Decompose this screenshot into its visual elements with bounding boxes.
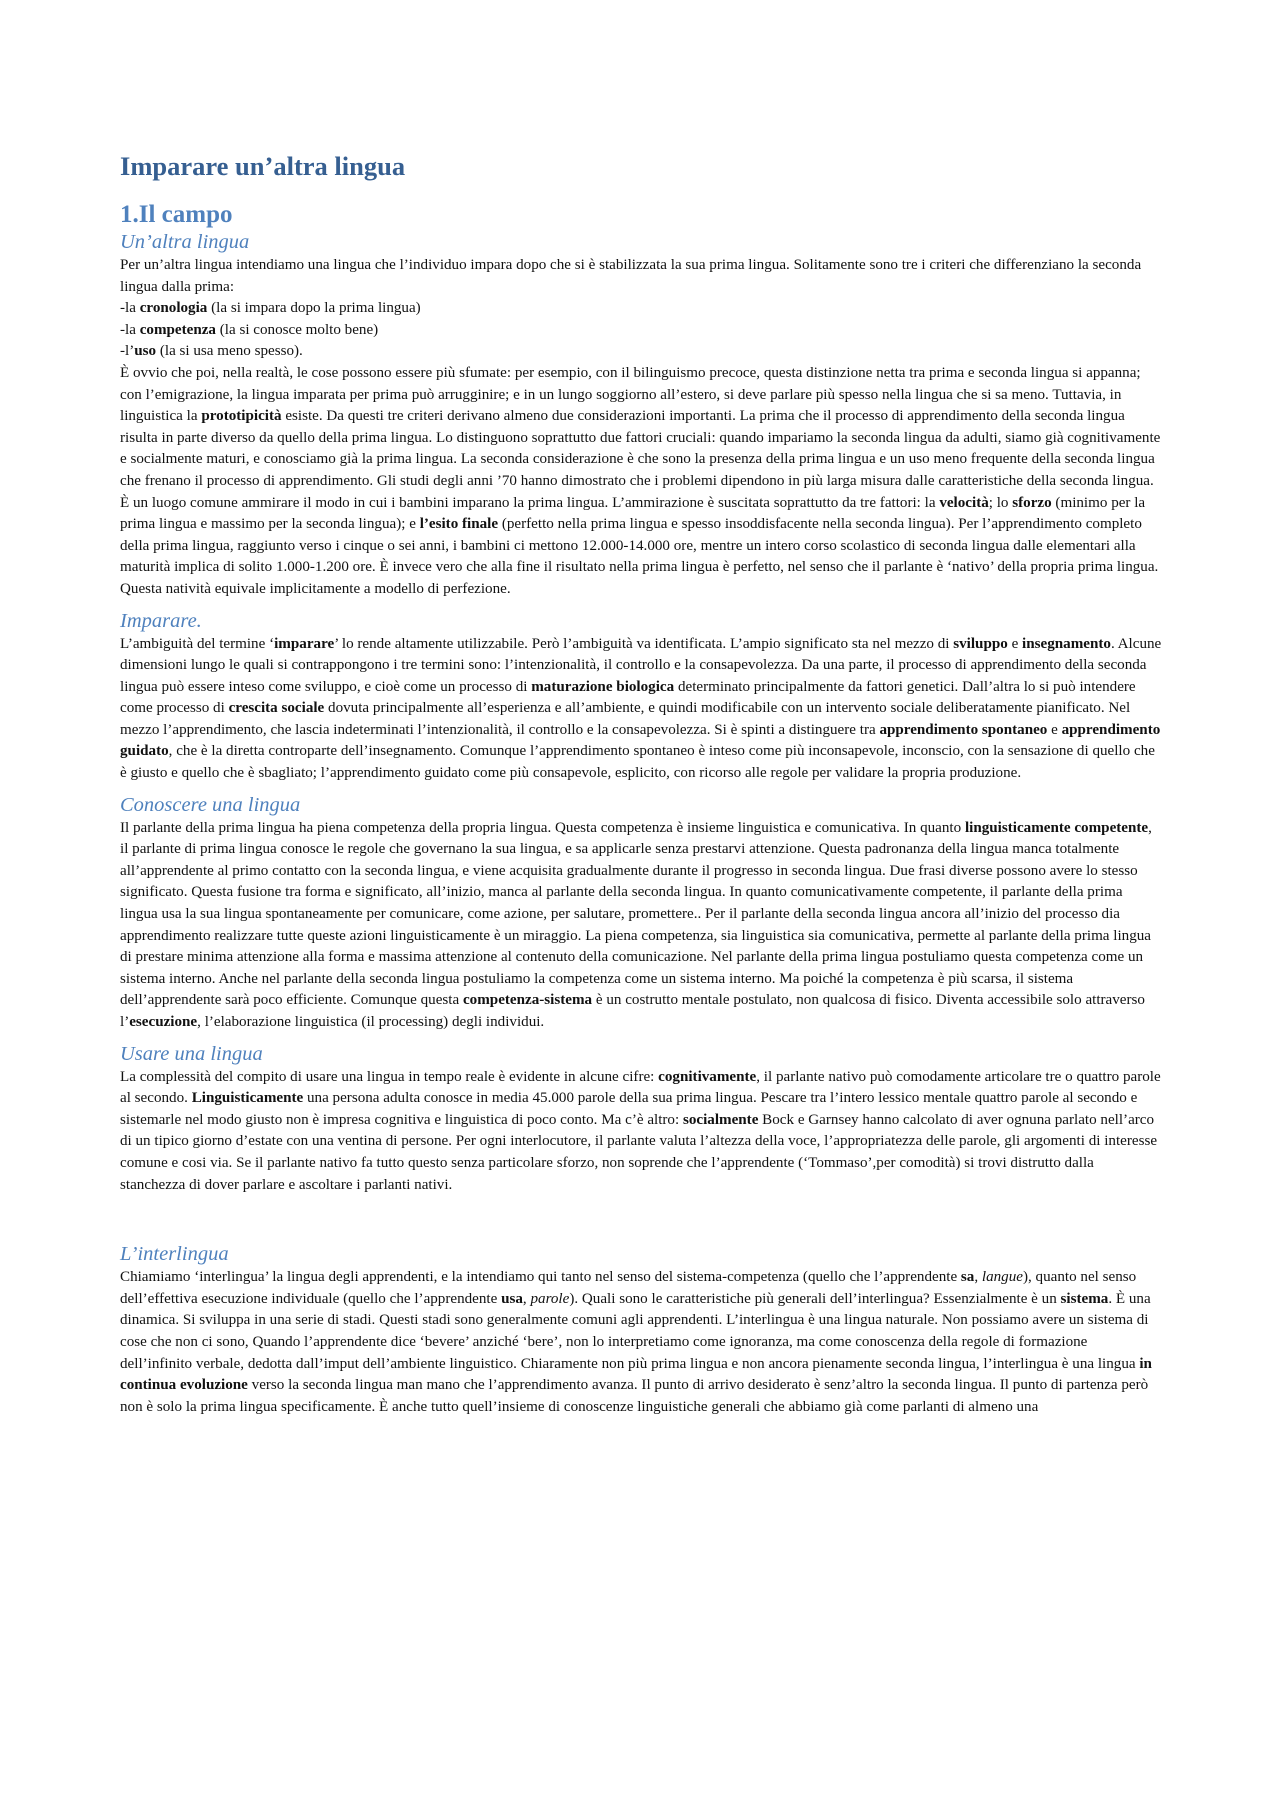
bold-term: competenza-sistema (462, 992, 593, 1009)
section-paragraph (120, 363, 1162, 601)
text-run: ). Quali sono le caratteristiche più generali dell’interlingua? Essenzialmente è un (569, 1290, 1061, 1307)
text-run: determinato principalmente da fattori genetici. Dall’altra lo si può intendere come processo di (120, 678, 1136, 717)
text-run: è un costrutto mentale postulato, non qualcosa di fisico. Diventa accessibile solo attraverso l’ (120, 992, 1145, 1030)
text-run: Chiamiamo ‘interlingua’ la lingua degli apprendenti, e la intendiamo qui tanto nel senso del sistema-competenza (quello che l’apprendente (120, 1269, 961, 1286)
text-run: (la si conosce molto bene) (215, 321, 379, 338)
text-run: Per un’altra lingua intendiamo una lingua che l’individuo impara dopo che si è stabilizzata la sua prima lingua. Solitamente sono tre i criteri che differenziano la seconda lingua dalla prima: (120, 257, 1142, 295)
bold-term: uso (134, 343, 157, 360)
italic-term: parole (530, 1290, 570, 1307)
section-paragraph (120, 255, 1162, 298)
text-run: , l’elaborazione linguistica (il processing) degli individui. (197, 1014, 545, 1030)
section-heading: Un’altra lingua (120, 231, 250, 253)
bold-term: velocità (939, 494, 989, 511)
bold-term: l’esito finale (419, 516, 499, 533)
text-run: ), quanto nel senso dell’effettiva esecuzione individuale (quello che l’apprendente (120, 1269, 1137, 1307)
text-run: Bock e Garnsey hanno calcolato di aver ognuna parlato nell’arco di un tipico giorno d’estate con una ventina di persone. Per ogni interlocutore, il parlante valuta l’altezza della voce, l’appropriatezza delle parole, gli argomenti di interesse comune e cosi via. Se il parlante nativo fa tutto questo senza particolare sforzo, non soprende che l’apprendente (‘Tommaso’,per comodità) si trovi distrutto dalla stanchezza di dover parlare e ascoltare i parlanti nativi. (120, 1111, 1158, 1193)
text-run: ’ lo rende altamente utilizzabile. Però l’ambiguità va identificata. L’ampio significato sta nel mezzo di (334, 635, 954, 652)
section-heading: Conoscere una lingua (120, 793, 301, 816)
text-run: dovuta principalmente all’esperienza e all’ambiente, e quindi modificabile con un intervento sociale deliberatamente pianificato. Nel mezzo l’apprendimento, che lascia indeterminati l’intenzionalità, il controllo e la consapevolezza. Si è spinti a distinguere tra (120, 700, 1131, 738)
bold-term: sforzo (1012, 494, 1052, 511)
bold-term: cronologia (139, 300, 208, 317)
text-run: e (1047, 721, 1062, 738)
bold-term: esecuzione (129, 1014, 198, 1030)
text-run: esiste. Da questi tre criteri derivano almeno due considerazioni importanti. La prima che il processo di apprendimento della seconda lingua risulta in parte diverso da quello della prima lingua. Lo distinguono soprattutto due fattori cruciali: quando impariamo la seconda lingua da adulti, siamo già cognitivamente e socialmente maturi, e conosciamo già la prima lingua. La seconda considerazione è che sono la presenza della prima lingua e un uso meno frequente della seconda lingua che frenano il processo di apprendimento. Gli studi degli anni ’70 hanno dimostrato che i problemi dipendono in più larga misura dalle caratteristiche della seconda lingua. È un luogo comune ammirare il modo in cui i bambini imparano la prima lingua. L’ammirazione è suscitata soprattutto da tre fattori: la (120, 408, 1161, 511)
text-run: , il parlante nativo può comodamente articolare tre o quattro parole al secondo. (120, 1068, 1161, 1107)
chapter-heading: 1.Il campo (120, 201, 233, 228)
bold-term: insegnamento (1022, 635, 1111, 652)
text-run: , (522, 1290, 531, 1307)
bold-term: sistema (1060, 1290, 1109, 1307)
bold-term: crescita sociale (228, 700, 325, 717)
text-run: , (974, 1269, 982, 1286)
bold-term: imparare (274, 635, 335, 652)
text-run: verso la seconda lingua man mano che l’apprendimento avanza. Il punto di arrivo desiderato è senz’altro la seconda lingua. Il punto di partenza però non è solo la prima lingua specificamente. È anche tutto quell’insieme di conoscenze linguistiche generali che abbiamo già come parlanti di almeno una (120, 1377, 1149, 1415)
bold-term: apprendimento spontaneo (879, 721, 1048, 738)
italic-term: langue (981, 1269, 1023, 1286)
document-title: Imparare un’altra lingua (120, 151, 406, 181)
text-run: (la si impara dopo la prima lingua) (207, 300, 421, 317)
bold-term: socialmente (682, 1111, 759, 1128)
text-run: È ovvio che poi, nella realtà, le cose possono essere più sfumate: per esempio, con il bilinguismo precoce, questa distinzione netta tra prima e seconda lingua si appanna; con l’emigrazione, la lingua imparata per prima può arrugginire; e in un lungo soggiorno all’estero, si deve parlare più spesso nella lingua che si sa meno. Tuttavia, in linguistica la (120, 364, 1141, 425)
section-paragraph (120, 341, 1162, 363)
text-run: Il parlante della prima lingua ha piena competenza della propria lingua. Questa competenza è insieme linguistica e comunicativa. In quanto (120, 819, 965, 836)
sections-container (120, 230, 1162, 1418)
section-paragraph (120, 298, 1162, 320)
section-heading: Imparare. (120, 609, 202, 632)
bold-term: in continua evoluzione (120, 1355, 1152, 1394)
text-run: , il parlante di prima lingua conosce le regole che governano la sua lingua, e sa applicarle senza prestarvi attenzione. Questa padronanza della lingua manca totalmente all’apprendente al primo contatto con la seconda lingua, e viene acquisita gradualmente durante il progresso in seconda lingua. Due frasi diverse possono avere lo stesso significato. Questa fusione tra forma e significato, all’inizio, manca al parlante della seconda lingua. In quanto comunicativamente competente, il parlante della prima lingua usa la sua lingua spontaneamente per comunicare, come azione, per salutare, promettere.. Per il parlante della seconda lingua ancora all’inizio del processo dia apprendimento realizzare tutte queste azioni linguisticamente è un miraggio. La piena competenza, sia linguistica sia comunicativa, permette al parlante della prima lingua di prestare minima attenzione alla forma e massima attenzione al contenuto della comunicazione. Nel parlante della prima lingua postuliamo questa competenza come un sistema interno. Anche nel parlante della seconda lingua postuliamo la competenza come un sistema interno. Ma poiché la competenza è più scarsa, il sistema dell’apprendente sarà poco efficiente. Comunque questa (120, 819, 1152, 1009)
text-run: (perfetto nella prima lingua e spesso insoddisfacente nella seconda lingua). Per l’apprendimento completo della prima lingua, raggiunto verso i cinque o sei anni, i bambini ci mettono 12.000-14.000 ore, mentre un intero corso scolastico di seconda lingua dalle elementari alla maturità implica di solito 1.000-1.200 ore. È invece vero che alla fine il risultato nella prima lingua è perfetto, nel senso che il parlante è ‘nativo’ della propria prima lingua. Questa natività equivale implicitamente a modello di perfezione. (120, 516, 1159, 597)
bold-term: cognitivamente (658, 1068, 757, 1085)
bold-term: Linguisticamente (191, 1090, 304, 1107)
bold-term: linguisticamente competente (964, 819, 1149, 836)
text-run: , che è la diretta controparte dell’insegnamento. Comunque l’apprendimento spontaneo è inteso come più inconsapevole, inconscio, con la sensazione di quello che è giusto e quello che è sbagliato; l’apprendimento guidato come più consapevole, esplicito, con ricorso alle regole per validare la propria produzione. (120, 743, 1155, 782)
text-run: (la si usa meno spesso). (156, 343, 303, 360)
bold-term: maturazione biologica (531, 678, 675, 695)
bold-term: sa (960, 1269, 975, 1286)
text-run: (minimo per la prima lingua e massimo per la seconda lingua); e (120, 494, 1146, 533)
section-paragraph (120, 320, 1162, 342)
bold-term: competenza (139, 321, 216, 338)
bold-term: prototipicità (201, 408, 282, 425)
text-run: La complessità del compito di usare una lingua in tempo reale è evidente in alcune cifre: (120, 1068, 659, 1085)
bold-term: apprendimento guidato (120, 721, 1161, 760)
text-run: . È una dinamica. Si sviluppa in una serie di stadi. Questi stadi sono generalmente comuni agli apprendenti. L’interlingua è una lingua naturale. Non possiamo avere un sistema di cose che non ci sono, Quando l’apprendente dice ‘bevere’ anziché ‘bere’, non lo interpretiamo come ignoranza, ma come conoscenza della regole di formazione dell’infinito verbale, dedotta dall’imput dell’ambiente linguistico. Chiaramente non più prima lingua e non ancora pienamente seconda lingua, l’interlingua è una lingua (120, 1290, 1151, 1372)
text-run: . Alcune dimensioni lungo le quali si contrappongono i tre termini sono: l’intenzionalità, il controllo e la consapevolezza. Da una parte, il processo di apprendimento della seconda lingua può essere inteso come sviluppo, e cioè come un processo di (120, 635, 1162, 695)
section-heading: L’interlingua (120, 1243, 229, 1266)
section-paragraph (120, 1067, 1162, 1197)
bold-term: usa (501, 1290, 523, 1307)
section-paragraph (120, 634, 1162, 785)
text-run: una persona adulta conosce in media 45.000 parole della sua prima lingua. Pescare tra l’intero lessico mentale quattro parole al secondo e sistemarle nel modo giusto non è impresa cognitiva e linguistica di poco conto. Ma c’è altro: (120, 1090, 1138, 1128)
section-heading: Usare una lingua (120, 1042, 263, 1065)
text-run: -la (120, 300, 140, 317)
section-paragraph (120, 1267, 1162, 1418)
section-paragraph (120, 818, 1162, 1034)
text-run: ; lo (988, 494, 1013, 511)
text-run: -l’ (120, 343, 135, 360)
text-run: L’ambiguità del termine ‘ (120, 635, 275, 652)
document-page (120, 150, 1162, 1418)
text-run: -la (120, 321, 140, 338)
text-run: e (1007, 635, 1023, 652)
bold-term: sviluppo (953, 635, 1008, 652)
